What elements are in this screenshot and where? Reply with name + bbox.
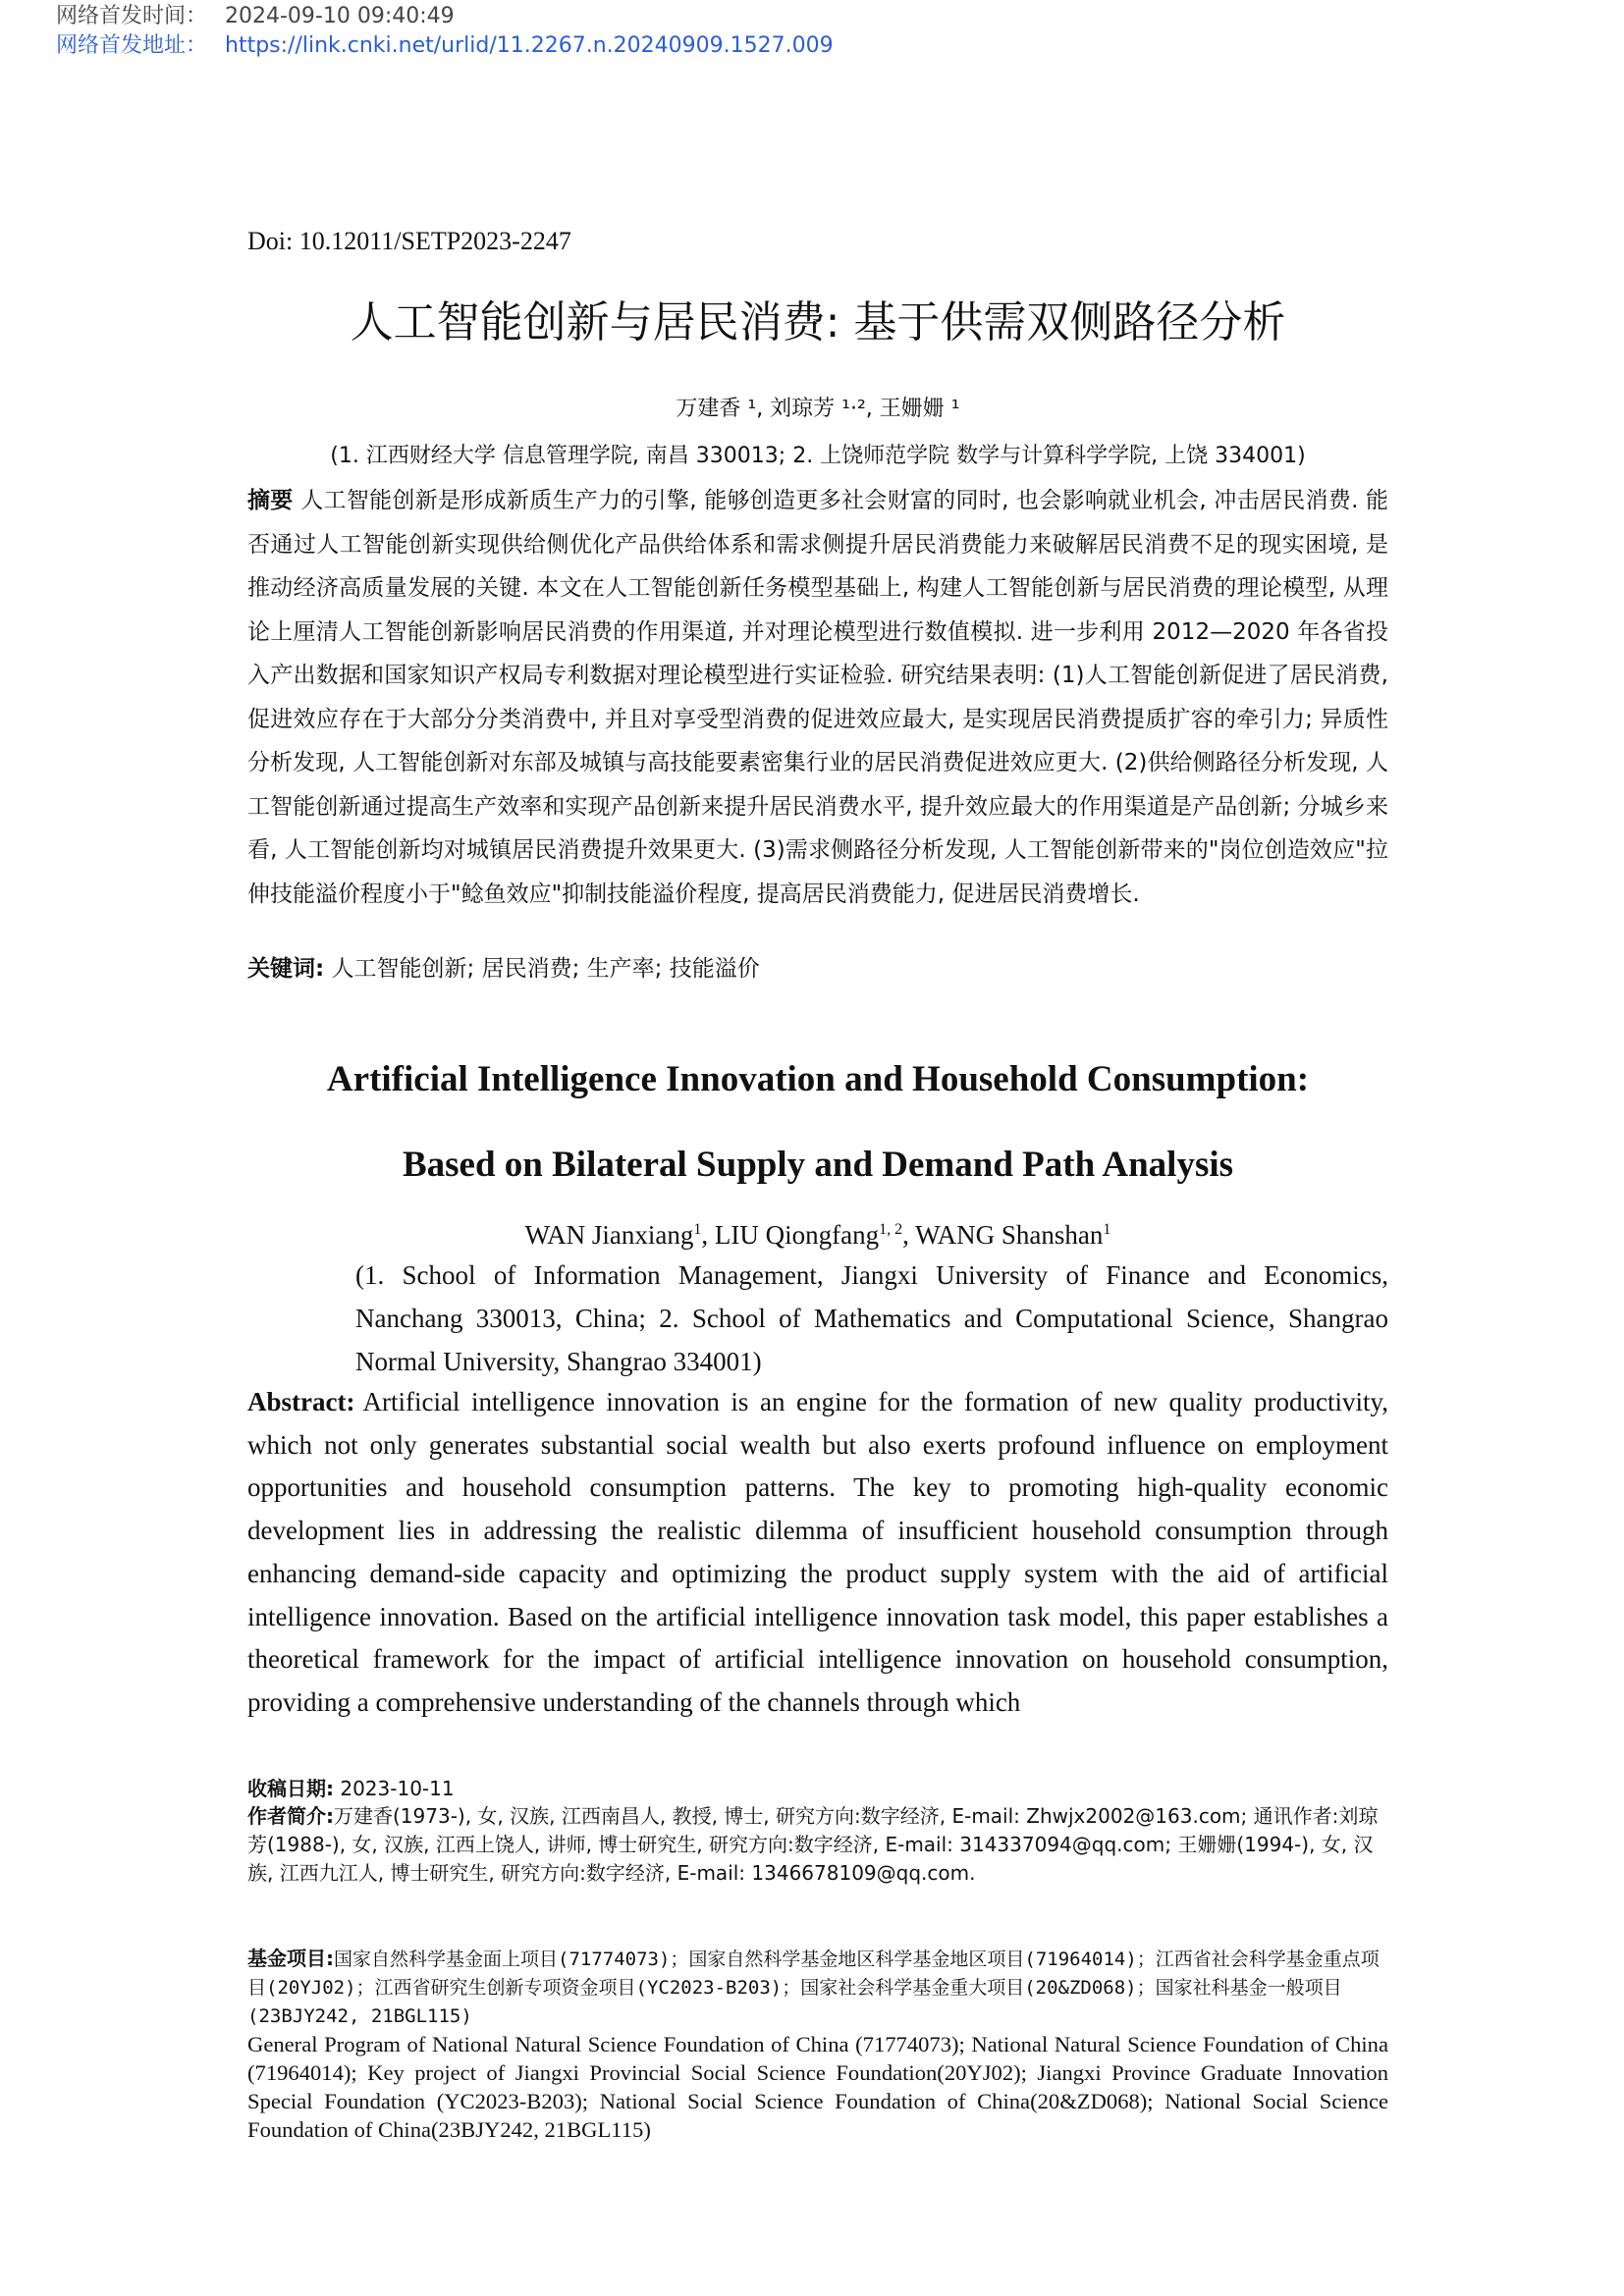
online-publish-time [56, 2, 1529, 31]
author-1: WAN Jianxiang [524, 1220, 694, 1250]
footnote-fund-english: General Program of National Natural Science Foundation of China (71774073); National Natural Science Foundation of China (71964014); Key project of Jiangxi Provincial Social Science Foundation(20YJ02); Jiangxi Province Graduate Innovation Special Foundation (YC2023-B203); National Social Science Foundation of China(20&ZD068); National Social Science Foundation of China(23BJY242, 21BGL115) [247, 2032, 1388, 2142]
publish-url-link[interactable]: https://link.cnki.net/urlid/11.2267.n.20240909.1527.009 [225, 33, 834, 58]
received-value: 2023-10-11 [334, 1777, 455, 1800]
keywords-chinese [247, 949, 1388, 988]
received-label: 收稿日期: [247, 1777, 334, 1800]
author-3-affiliation: 1 [1103, 1221, 1111, 1238]
keywords-label: 关键词: [247, 956, 325, 982]
fund-text-chinese: 国家自然科学基金面上项目(71774073)；国家自然科学基金地区科学基金地区项目(71964014)；江西省社会科学基金重点项目(20YJ02)；江西省研究生创新专项资金项目(YC2023-B203)；国家社会科学基金重大项目(20&ZD068)；国家社科基金一般项目(23BJY242, 21BGL115) [247, 1949, 1380, 2027]
publish-url-label: 网络首发地址： [56, 33, 208, 58]
author-2-affiliation: 1, 2 [879, 1221, 903, 1238]
keywords-text: 人工智能创新; 居民消费; 生产率; 技能溢价 [331, 956, 760, 982]
title-chinese: 人工智能创新与居民消费: 基于供需双侧路径分析 [350, 297, 1286, 347]
abstract-text-chinese: 人工智能创新是形成新质生产力的引擎, 能够创造更多社会财富的同时, 也会影响就业机会, 冲击居民消费. 能否通过人工智能创新实现供给侧优化产品供给体系和需求侧提升居民消费能力来破解居民消费不足的现实困境, 是推动经济高质量发展的关键. 本文在人工智能创新任务模型基础上, 构建人工智能创新与居民消费的理论模型, 从理论上厘清人工智能创新影响居民消费的作用渠道, 并对理论模型进行数值模拟. 进一步利用 2012—2020 年各省投入产出数据和国家知识产权局专利数据对理论模型进行实证检验. 研究结果表明: (1)人工智能创新促进了居民消费, 促进效应存在于大部分分类消费中, 并且对享受型消费的促进效应最大, 是实现居民消费提质扩容的牵引力; 异质性分析发现, 人工智能创新对东部及城镇与高技能要素密集行业的居民消费促进效应更大. (2)供给侧路径分析发现, 人工智能创新通过提高生产效率和实现产品创新来提升居民消费水平, 提升效应最大的作用渠道是产品创新; 分城乡来看, 人工智能创新均对城镇居民消费提升效果更大. (3)需求侧路径分析发现, 人工智能创新带来的"岗位创造效应"拉伸技能溢价程度小于"鲶鱼效应"抑制技能溢价程度, 提高居民消费能力, 促进居民消费增长. [247, 488, 1389, 907]
publish-time-label: 网络首发时间： [56, 4, 208, 28]
footnote-received-date [247, 1775, 1388, 1803]
author-2: LIU Qiongfang [714, 1220, 880, 1250]
publish-time-value: 2024-09-10 09:40:49 [225, 4, 455, 28]
authors-english: WAN Jianxiang$^1$, LIU Qiongfang$^{1, 2}$, WANG Shanshan$^1$ [524, 1220, 1111, 1250]
footnote-fund-chinese [247, 1945, 1388, 2031]
authors-chinese: 万建香 ¹, 刘琼芳 ¹·², 王姗姗 ¹ [676, 397, 960, 421]
title-english-line-2: Based on Bilateral Supply and Demand Path Analysis [402, 1145, 1234, 1185]
abstract-label-chinese: 摘要 [247, 488, 294, 513]
affiliations-chinese: (1. 江西财经大学 信息管理学院, 南昌 330013; 2. 上饶师范学院 数学与计算科学学院, 上饶 334001) [330, 444, 1306, 468]
author-3: WANG Shanshan [915, 1220, 1104, 1250]
author-1-affiliation: 1 [693, 1221, 702, 1238]
author-info-label: 作者简介: [247, 1804, 334, 1828]
doi: Doi: 10.12011/SETP2023-2247 [247, 227, 571, 255]
abstract-text-english: Artificial intelligence innovation is an engine for the formation of new quality productivity, which not only generates substantial social wealth but also exerts profound influence on employment opportunities and household consumption patterns. The key to promoting high-quality economic development lies in addressing the realistic dilemma of insufficient household consumption through enhancing demand-side capacity and optimizing the product supply system with the aid of artificial intelligence innovation. Based on the artificial intelligence innovation task model, this paper establishes a theoretical framework for the impact of artificial intelligence innovation on household consumption, providing a comprehensive understanding of the channels through which [247, 1387, 1388, 1717]
abstract-english [247, 1381, 1388, 1725]
author-info-text: 万建香(1973-), 女, 汉族, 江西南昌人, 教授, 博士, 研究方向:数字经济, E-mail: Zhwjx2002@163.com; 通讯作者:刘琼芳(1988-), 女, 汉族, 江西上饶人, 讲师, 博士研究生, 研究方向:数字经济, E-mail: 314337094@qq.com; 王姗姗(1994-), 女, 汉族, 江西九江人, 博士研究生, 研究方向:数字经济, E-mail: 1346678109@qq.com. [247, 1804, 1379, 1885]
abstract-label-english: Abstract: [247, 1387, 355, 1416]
title-english-line-1: Artificial Intelligence Innovation and Household Consumption: [326, 1059, 1310, 1099]
online-publish-url [56, 31, 1529, 61]
footnote-author-info [247, 1802, 1388, 1888]
affiliations-english: (1. School of Information Management, Jiangxi University of Finance and Economics, Nanchang 330013, China; 2. School of Mathematics and Computational Science, Shangrao Normal University, Shangrao 334001) [355, 1260, 1388, 1376]
abstract-chinese [247, 479, 1388, 916]
fund-label: 基金项目: [247, 1947, 334, 1970]
